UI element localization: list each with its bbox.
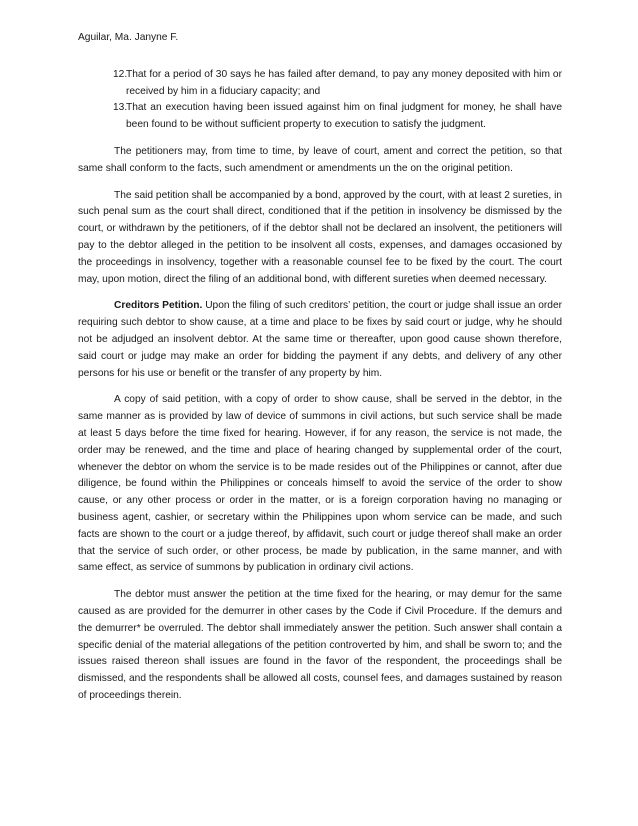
paragraph-text: The debtor must answer the petition at the time fixed for the hearing, or may demur for the same caused as are provided for the demurrer in other cases by the Code if Civil Procedure. If the demurs and the demurrer* be overruled. The debtor shall immediately answer the petition. Such answer shall contain a specific denial of the material allegations of the petition controverted by him, and shall be sworn to; and the issues raised thereon shall issues are found in the favor of the respondent, the proceedings shall be dismissed, and the respondents shall be allowed all costs, counsel fees, and damages sustained by reason of proceedings therein. [78,589,562,701]
list-item-text: That for a period of 30 says he has failed after demand, to pay any money deposited with him or received by him in a fiduciary capacity; and [126,68,562,97]
document-page [78,30,562,715]
paragraph-text: The said petition shall be accompanied by a bond, approved by the court, with at least 2 sureties, in such penal sum as the court shall direct, conditioned that if the petition in insolvency be dismissed by the court, or withdrawn by the petitioners, of if the debtor shall not be declared an insolvent, the petitioners will pay to the debtor alleged in the petition to be insolvent all costs, expenses, and damages occasioned by the proceedings in insolvency, together with a reasonable counsel fee to be fixed by the court. The court may, upon motion, direct the filing of an additional bond, with different sureties when deemed necessary. [78,189,562,285]
paragraph-service [78,392,562,577]
paragraph-debtor-answer [78,587,562,705]
paragraph-heading: Creditors Petition. [114,300,203,312]
paragraph-bond [78,188,562,289]
list-item-text: That an execution having been issued against him on final judgment for money, he shall have been found to be without sufficient property to execution to satisfy the judgment. [126,102,562,131]
list-item-number: 12. [113,68,128,80]
paragraph-text: Upon the filing of such creditors’ petition, the court or judge shall issue an order requiring such debtor to show cause, at a time and place to be fixes by said court or judge, why he should not be adjudged an insolvent debtor. At the same time or thereafter, upon good cause shown therefore, said court or judge may make an order for bidding the payment if any debts, and delivery of any other persons for his use or benefit or the transfer of any property by him. [78,300,562,379]
paragraph-creditors-petition [78,298,562,382]
list-item-number: 13. [113,102,128,114]
list-item [78,67,562,101]
paragraph-text: A copy of said petition, with a copy of order to show cause, shall be served in the debtor, in the same manner as is provided by law of device of summons in civil actions, but such service shall be made at least 5 days before the time fixed for hearing. However, if for any reason, the service is not made, the order may be renewed, and the time and place of hearing changed by supplemental order of the court, whenever the debtor on whom the service is to be made resides out of the Philippines or cannot, after due diligence, be found within the Philippines or conceals himself to avoid the service of the order to show cause, or any other process or order in the matter, or is a foreign corporation having no managing or business agent, cashier, or secretary within the Philippines upon whom service can be made, and such facts are shown to the court or a judge thereof, by affidavit, such court or judge thereof shall make an order that the service of such order, or other process, be made by publication, in the same manner, and with same effect, as service of summons by publication in ordinary civil actions. [78,394,562,574]
paragraph-text: The petitioners may, from time to time, by leave of court, ament and correct the petition, so that same shall conform to the facts, such amendment or amendments un the on the original petition. [78,145,562,174]
paragraph-amend-petition [78,144,562,178]
author-name: Aguilar, Ma. Janyne F. [78,32,179,43]
numbered-list [78,67,562,134]
list-item [78,100,562,134]
